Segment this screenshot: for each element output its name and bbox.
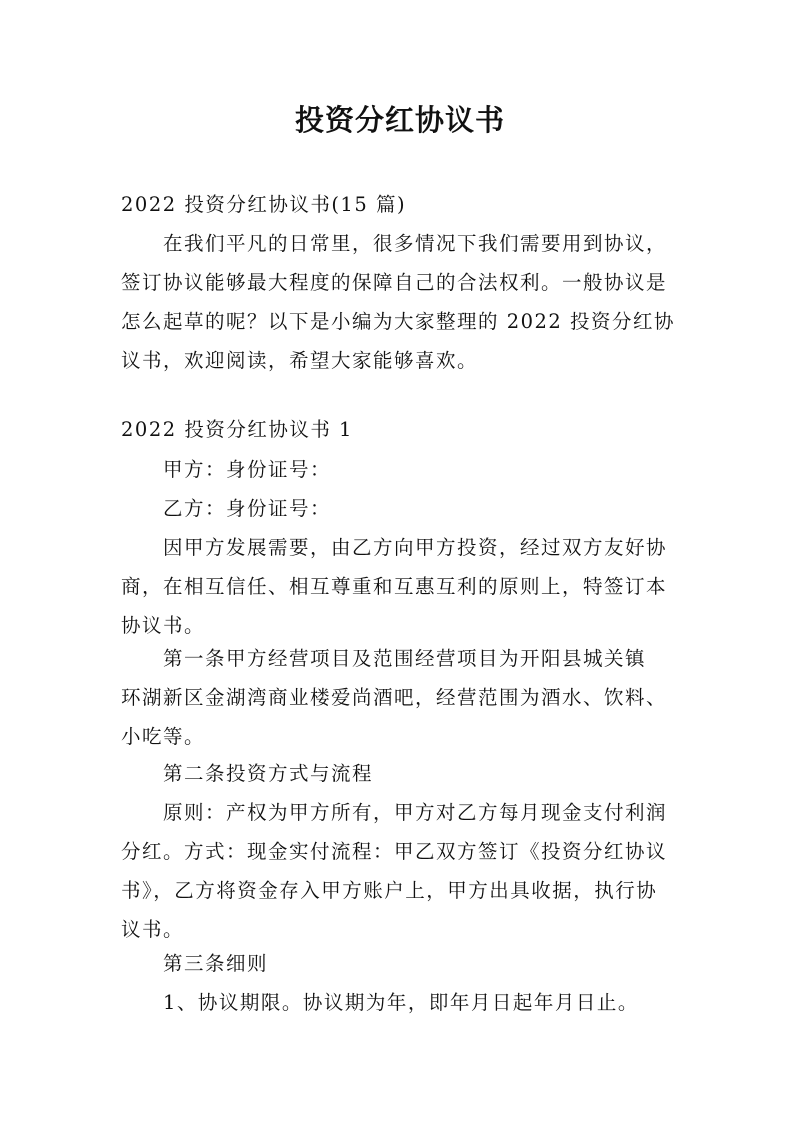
article1-line-2: 环湖新区金湖湾商业楼爱尚酒吧，经营范围为酒水、饮料、 (121, 686, 668, 709)
intro-line-3: 怎么起草的呢？以下是小编为大家整理的 2022 投资分红协 (121, 310, 676, 333)
section-heading: 2022 投资分红协议书 1 (121, 418, 353, 441)
article1-line-3: 小吃等。 (121, 725, 206, 748)
document-subtitle: 2022 投资分红协议书(15 篇) (121, 193, 407, 216)
intro-line-4: 议书，欢迎阅读，希望大家能够喜欢。 (121, 349, 479, 372)
purpose-line-2: 商，在相互信任、相互尊重和互惠互利的原则上，特签订本 (121, 575, 668, 598)
article3-item-1: 1、协议期限。协议期为年，即年月日起年月日止。 (163, 991, 639, 1014)
article2-line-4: 议书。 (121, 918, 185, 941)
purpose-line-3: 协议书。 (121, 614, 206, 637)
article2-line-3: 书》，乙方将资金存入甲方账户上，甲方出具收据，执行协 (121, 879, 658, 902)
purpose-line-1: 因甲方发展需要，由乙方向甲方投资，经过双方友好协 (163, 536, 668, 559)
intro-line-1: 在我们平凡的日常里，很多情况下我们需要用到协议， (163, 232, 668, 255)
party-b-line: 乙方：身份证号： (163, 497, 332, 520)
party-a-line: 甲方：身份证号： (163, 458, 332, 481)
article2-line-2: 分红。方式：现金实付流程：甲乙双方签订《投资分红协议 (121, 840, 668, 863)
document-title: 投资分红协议书 (294, 103, 505, 137)
article2-line-1: 原则：产权为甲方所有，甲方对乙方每月现金支付利润 (163, 801, 668, 824)
intro-line-2: 签订协议能够最大程度的保障自己的合法权利。一般协议是 (121, 271, 668, 294)
article1-line-1: 第一条甲方经营项目及范围经营项目为开阳县城关镇 (163, 647, 647, 670)
article3-heading: 第三条细则 (163, 952, 269, 975)
article2-heading: 第二条投资方式与流程 (163, 762, 374, 785)
